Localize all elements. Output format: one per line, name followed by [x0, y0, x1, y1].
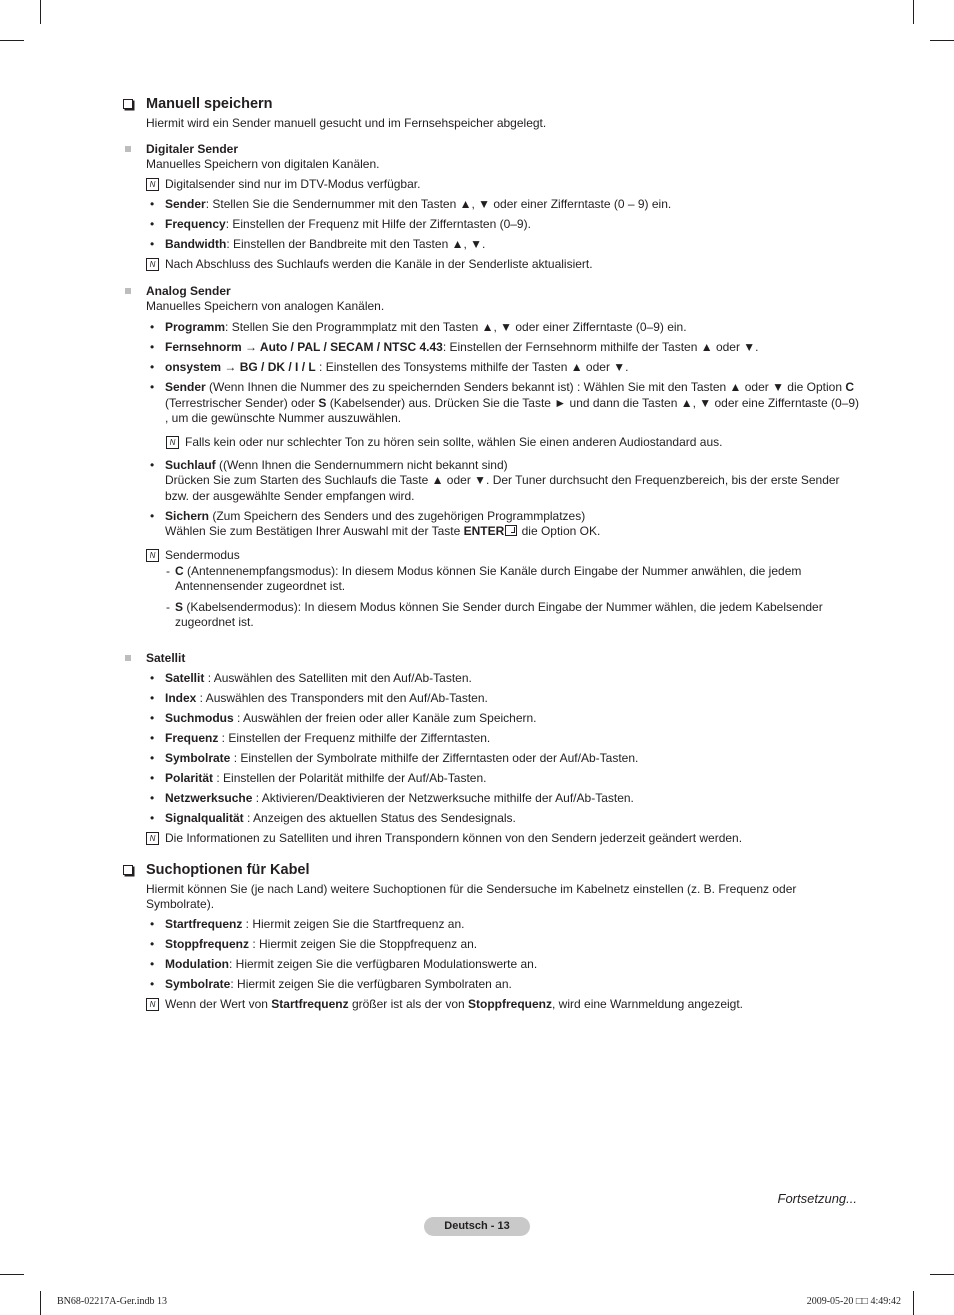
note-icon: N [146, 832, 159, 845]
list-item: • Satellit : Auswählen des Satelliten mit den Auf/Ab-Tasten. [150, 670, 472, 685]
note-icon: N [146, 178, 159, 191]
note-icon: N [166, 436, 179, 449]
dash-item: - C (Antennenempfangsmodus): In diesem Modus können Sie Kanäle durch Eingabe der Nummer anwählen, die jedem Antennensender zugeordnet ist. [166, 563, 802, 593]
list-item: • Bandwidth: Einstellen der Bandbreite mit den Tasten ▲, ▼. [150, 236, 486, 251]
list-item: • onsystem → BG / DK / I / L : Einstellen des Tonsystems mithilfe der Tasten ▲ oder ▼. [150, 360, 629, 374]
list-item: • Suchlauf ((Wenn Ihnen die Sendernummern nicht bekannt sind) Drücken Sie zum Starten des Suchlaufs die Taste ▲ oder ▼. Der Tuner durchsucht den Frequenzbereich, bis der erste Sender bzw. der ausgewählte Sender empfangen wird. [150, 457, 840, 503]
list-item: • Suchmodus : Auswählen der freien oder aller Kanäle zum Speichern. [150, 710, 537, 725]
list-item: • Startfrequenz : Hiermit zeigen Sie die Startfrequenz an. [150, 916, 465, 931]
list-item: • Netzwerksuche : Aktivieren/Deaktivieren der Netzwerksuche mithilfe der Auf/Ab-Tasten. [150, 790, 634, 805]
subsection-desc: Manuelles Speichern von analogen Kanälen. [146, 299, 385, 313]
note: N Sendermodus [121, 548, 861, 563]
crop-mark [40, 1291, 41, 1315]
checkbox-bullet-icon [123, 865, 133, 875]
section-title-manuell: Manuell speichern [121, 94, 861, 114]
list-item: • Frequency: Einstellen der Frequenz mit Hilfe der Zifferntasten (0–9). [150, 216, 531, 231]
crop-mark [930, 40, 954, 41]
note: N Die Informationen zu Satelliten und ihren Transpondern können von den Sendern jederzeit geändert werden. [121, 831, 861, 846]
list-item: • Symbolrate : Einstellen der Symbolrate mithilfe der Zifferntasten oder der Auf/Ab-Tasten. [150, 750, 639, 765]
square-bullet-icon [125, 288, 131, 294]
crop-mark [913, 0, 914, 24]
square-bullet-icon [125, 146, 131, 152]
section-title-kabel: Suchoptionen für Kabel [121, 860, 861, 880]
list-item: • Sender: Stellen Sie die Sendernummer mit den Tasten ▲, ▼ oder einer Zifferntaste (0 – 9) ein. [150, 196, 672, 211]
crop-mark [40, 0, 41, 24]
list-item: • Stoppfrequenz : Hiermit zeigen Sie die Stoppfrequenz an. [150, 936, 478, 951]
crop-mark [0, 1274, 24, 1275]
note-icon: N [146, 998, 159, 1011]
dash-item: - S (Kabelsendermodus): In diesem Modus können Sie Sender durch Eingabe der Nummer wählen, die jedem Kabelsender zugeordnet ist. [166, 599, 823, 629]
list-item: • Sender (Wenn Ihnen die Nummer des zu speichernden Senders bekannt ist) : Wählen Sie mit den Tasten ▲ oder ▼ die Option C (Terrestrischer Sender) oder S (Kabelsender) aus. Drücken Sie die Taste ► und dann die Tasten ▲, ▼ oder eine Zifferntaste (0–9) , um die gewünschte Nummer auszuwählen. [150, 380, 860, 425]
note: N Nach Abschluss des Suchlaufs werden die Kanäle in der Senderliste aktualisiert. [121, 257, 861, 272]
section-intro: Hiermit wird ein Sender manuell gesucht und im Fernsehspeicher abgelegt. [146, 116, 547, 130]
list-item: • Signalqualität : Anzeigen des aktuellen Status des Sendesignals. [150, 810, 516, 825]
list-item: • Fernsehnorm → Auto / PAL / SECAM / NTSC 4.43: Einstellen der Fernsehnorm mithilfe der Tasten ▲ oder ▼. [150, 340, 759, 354]
list-item: • Modulation: Hiermit zeigen Sie die verfügbaren Modulationswerte an. [150, 956, 538, 971]
checkbox-bullet-icon [123, 99, 133, 109]
square-bullet-icon [125, 655, 131, 661]
note: N Digitalsender sind nur im DTV-Modus verfügbar. [121, 177, 861, 192]
section-intro: Hiermit können Sie (je nach Land) weitere Suchoptionen für die Sendersuche im Kabelnetz einstellen (z. B. Frequenz oder Symbolrate). [146, 882, 797, 911]
enter-icon [505, 525, 517, 536]
crop-mark [930, 1274, 954, 1275]
page-content [121, 94, 861, 1012]
continued-label: Fortsetzung... [777, 1191, 857, 1206]
crop-mark [0, 40, 24, 41]
note-icon: N [146, 549, 159, 562]
subsection-desc: Manuelles Speichern von digitalen Kanälen. [146, 157, 380, 171]
list-item: • Programm: Stellen Sie den Programmplatz mit den Tasten ▲, ▼ oder einer Zifferntaste (0–9) ein. [150, 320, 687, 334]
list-item: • Index : Auswählen des Transponders mit den Auf/Ab-Tasten. [150, 690, 488, 705]
list-item: • Polarität : Einstellen der Polarität mithilfe der Auf/Ab-Tasten. [150, 770, 487, 785]
page-number-badge: Deutsch - 13 [424, 1217, 530, 1236]
timestamp: 2009-05-20 □□ 4:49:42 [806, 1296, 901, 1307]
note: N Falls kein oder nur schlechter Ton zu hören sein sollte, wählen Sie einen anderen Audiostandard aus. [121, 435, 861, 450]
list-item: • Sichern (Zum Speichern des Senders und des zugehörigen Programmplatzes) Wählen Sie zum Bestätigen Ihrer Auswahl mit der Taste ENTER die Option OK. [150, 508, 601, 538]
note-icon: N [146, 258, 159, 271]
subsection-title-digital: Digitaler Sender [121, 142, 861, 157]
subsection-title-analog: Analog Sender [121, 284, 861, 299]
crop-mark [913, 1291, 914, 1315]
file-info: BN68-02217A-Ger.indb 13 [57, 1296, 167, 1307]
subsection-title-satellit: Satellit [121, 651, 861, 666]
note: N Wenn der Wert von Startfrequenz größer ist als der von Stoppfrequenz, wird eine Warnmeldung angezeigt. [121, 997, 861, 1012]
list-item: • Symbolrate: Hiermit zeigen Sie die verfügbaren Symbolraten an. [150, 976, 512, 991]
list-item: • Frequenz : Einstellen der Frequenz mithilfe der Zifferntasten. [150, 730, 491, 745]
